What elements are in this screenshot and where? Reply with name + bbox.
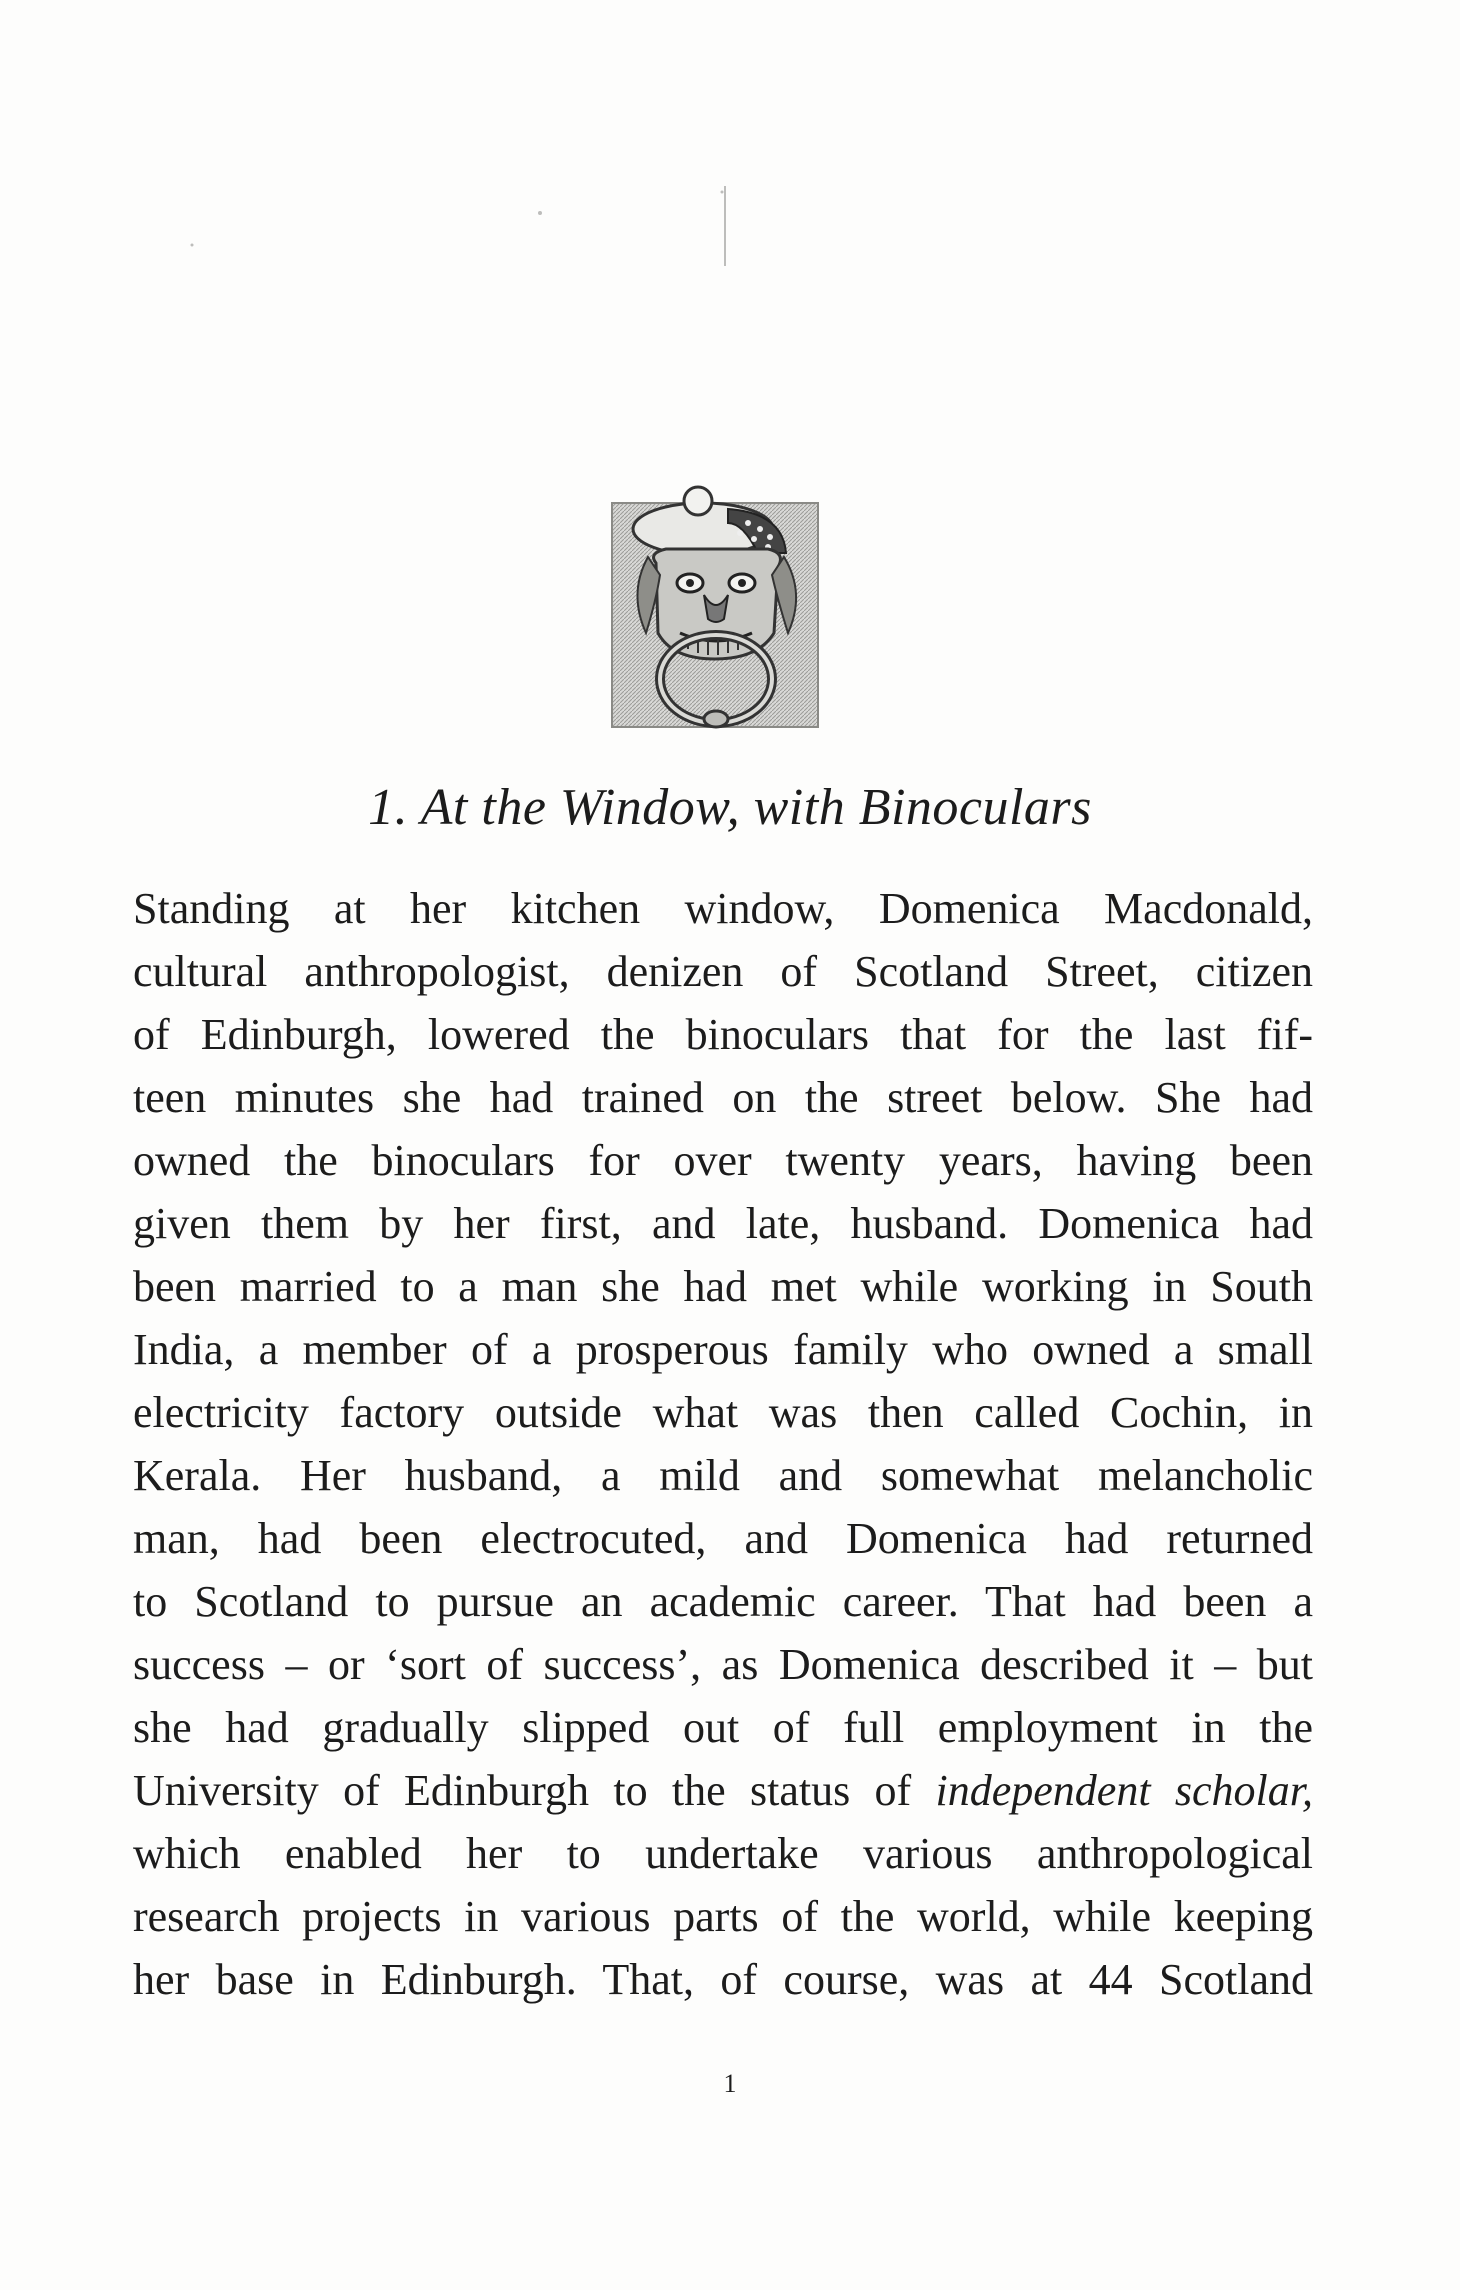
text-line: which enabled her to undertake various anthropological bbox=[133, 1829, 1313, 1878]
text-line: she had gradually slipped out of full employment in the bbox=[133, 1703, 1313, 1752]
text-line: man, had been electrocuted, and Domenica had returned bbox=[133, 1514, 1313, 1563]
text-line: success – or ‘sort of success’, as Domenica described it – but bbox=[133, 1640, 1313, 1689]
text-line: to Scotland to pursue an academic career. That had been a bbox=[133, 1577, 1313, 1626]
text-line: Standing at her kitchen window, Domenica Macdonald, bbox=[133, 884, 1313, 933]
text-line: of Edinburgh, lowered the binoculars that for the last fif- bbox=[133, 1010, 1313, 1059]
text-line: Kerala. Her husband, a mild and somewhat melancholic bbox=[133, 1451, 1313, 1500]
text-line: electricity factory outside what was then called Cochin, in bbox=[133, 1388, 1313, 1437]
page-number: 1 bbox=[723, 2069, 737, 2098]
text-line: cultural anthropologist, denizen of Scotland Street, citizen bbox=[133, 947, 1313, 996]
chapter-title: 1. At the Window, with Binoculars bbox=[368, 779, 1092, 836]
text-line: owned the binoculars for over twenty years, having been bbox=[133, 1136, 1313, 1185]
door-knocker-lion-icon bbox=[608, 483, 822, 731]
text-segment: University of Edinburgh to the status of bbox=[133, 1766, 912, 1815]
text-line: given them by her first, and late, husband. Domenica had bbox=[133, 1199, 1313, 1248]
italic-phrase: independent scholar, bbox=[935, 1766, 1313, 1815]
text-line: teen minutes she had trained on the street below. She had bbox=[133, 1073, 1313, 1122]
text-line: been married to a man she had met while working in South bbox=[133, 1262, 1313, 1311]
text-line-with-italic bbox=[133, 1759, 1313, 1822]
body-text bbox=[133, 877, 1313, 2011]
text-line: India, a member of a prosperous family who owned a small bbox=[133, 1325, 1313, 1374]
text-line: her base in Edinburgh. That, of course, was at 44 Scotland bbox=[133, 1955, 1313, 2004]
text-line: research projects in various parts of the world, while keeping bbox=[133, 1892, 1313, 1941]
